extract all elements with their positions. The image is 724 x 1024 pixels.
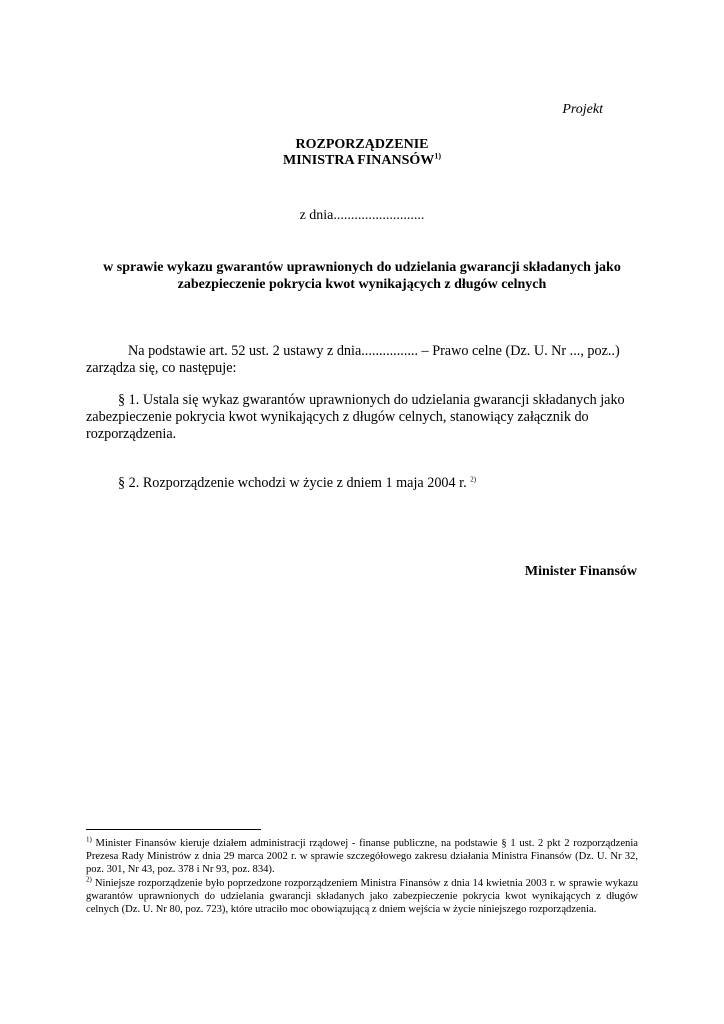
footnote-1-marker: 1)	[86, 835, 92, 844]
footnote-1	[86, 837, 638, 877]
section-2-text: § 2. Rozporządzenie wchodzi w życie z dniem 1 maja 2004 r.	[118, 475, 467, 491]
footnotes	[86, 837, 638, 916]
issuing-authority-heading	[0, 153, 724, 169]
legal-basis-text: Na podstawie art. 52 ust. 2 ustawy z dnia................ – Prawo celne (Dz. U. Nr ..., poz..) zarządza się, co następuje:	[86, 343, 620, 376]
date-line: z dnia..........................	[299, 208, 425, 223]
section-1-text: § 1. Ustala się wykaz gwarantów uprawnionych do udzielania gwarancji składanych jako zabezpieczenie pokrycia kwot wynikających z długów celnych, stanowiący załącznik do rozporządzenia.	[86, 392, 625, 442]
regulation-subject: w sprawie wykazu gwarantów uprawnionych do udzielania gwarancji składanych jako zabezpieczenie pokrycia kwot wynikających z długów celnych	[103, 260, 621, 292]
footnote-1-text: Minister Finansów kieruje działem administracji rządowej - finanse publiczne, na podstawie § 1 ust. 2 pkt 2 rozporządzenia Prezesa Rady Ministrów z dnia 29 marca 2002 r. w sprawie szczegółowego zakresu działania Ministra Finansów (Dz. U. Nr 32, poz. 301, Nr 43, poz. 378 i Nr 93, poz. 834).	[86, 838, 638, 876]
signature-block: Minister Finansów	[524, 564, 637, 579]
footnote-2-marker: 2)	[86, 875, 92, 884]
draft-label: Projekt	[562, 102, 603, 117]
footnote-2	[86, 877, 638, 917]
section-1-paragraph	[86, 392, 638, 443]
footnote-separator	[86, 829, 261, 830]
issuing-authority-text: MINISTRA FINANSÓW	[283, 153, 435, 168]
section-2-paragraph	[86, 475, 638, 492]
footnote-ref-1: 1)	[434, 151, 441, 161]
footnote-2-text: Niniejsze rozporządzenie było poprzedzone rozporządzeniem Ministra Finansów z dnia 14 kwietnia 2003 r. w sprawie wykazu gwarantów uprawnionych do udzielania gwarancji składanych jako zabezpieczenie pokrycia kwot wynikających z długów celnych (Dz. U. Nr 80, poz. 723), które utraciło moc obowiązującą z dniem wejścia w życie niniejszego rozporządzenia.	[86, 877, 638, 916]
document-type-heading: ROZPORZĄDZENIE	[295, 137, 429, 152]
legal-basis-paragraph	[86, 343, 638, 377]
footnote-ref-2: 2)	[470, 475, 477, 484]
